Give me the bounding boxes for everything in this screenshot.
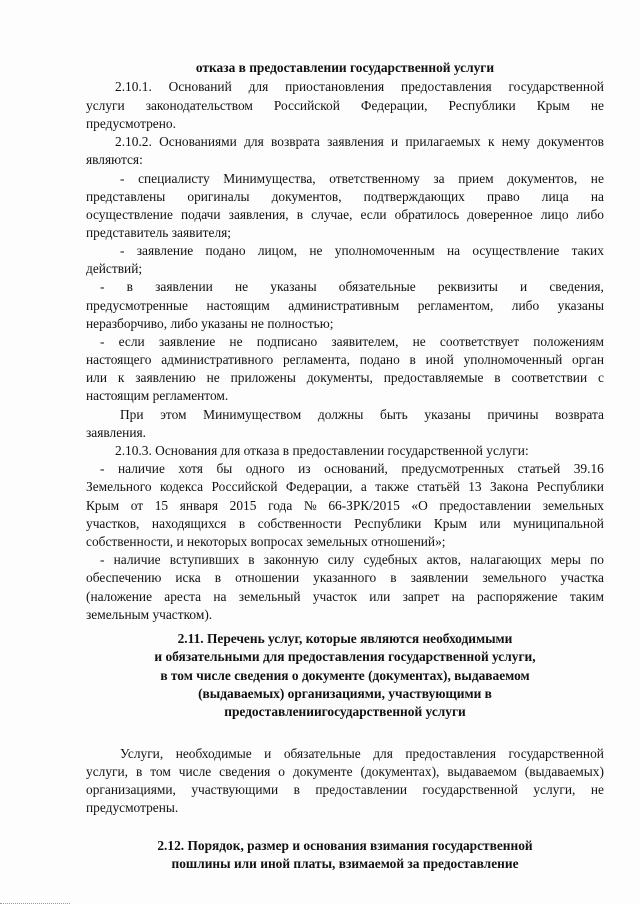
word: Услуги, [120,746,164,761]
word: в [293,782,300,797]
word: «О [411,498,428,513]
word: обязательные [283,746,361,761]
section-heading-2-12: 2.12. Порядок, размер и основания взимания государственной [157,838,533,853]
paragraph-line [86,116,604,132]
word: находящихся [151,516,227,531]
word: документы, [306,370,373,385]
word: подписано [256,334,318,349]
word: должны [317,407,364,422]
word: не [206,370,220,385]
word: отношений»; [371,534,446,549]
word: участком). [152,607,213,622]
word: предоставлении [439,498,532,513]
word: полностью; [267,316,334,331]
word: одного [245,461,285,476]
word: право [486,189,520,204]
paragraph-line [86,607,604,623]
word: обеспечению [86,570,162,585]
word: на [590,189,604,204]
paragraph-line [100,334,604,350]
word: приложены [230,370,296,385]
word: выдаваемом [447,764,517,779]
word: Минимущества, [223,171,316,186]
paragraph-line [86,189,604,205]
paragraph-line [120,243,604,259]
word: - [120,171,125,186]
word: - [100,461,105,476]
word: заявления [327,134,384,149]
paragraph-line [86,370,604,386]
word: к [487,134,495,149]
word: собственности [257,516,342,531]
word: 15 [154,498,169,513]
word: заявление [158,334,216,349]
word: или [86,370,108,385]
paragraph-line [86,152,604,168]
word: на [213,589,227,604]
word: Закона [490,479,529,494]
word: в [126,279,133,294]
paragraph-line [120,171,604,187]
word: государственной [422,782,518,797]
word: предусмотрено. [86,116,176,131]
word: по [590,552,604,567]
word: законную [263,552,319,567]
word: административным [288,298,400,313]
word: орган [572,352,604,367]
paragraph-line [115,443,604,459]
word: случае, [311,207,353,222]
word: в [390,570,397,585]
word: налагающих [470,552,542,567]
word: подтверждающих [363,189,465,204]
word: соответствии [511,370,588,385]
paragraph-line [115,79,604,95]
word: № [303,498,317,513]
word: статьей [517,461,561,476]
word: не [590,98,604,113]
word: являются: [86,152,143,167]
word: обратилось [394,207,460,222]
word: участок [312,589,358,604]
word: лицо [540,207,569,222]
word: ареста [164,589,202,604]
word: Земельного [86,479,152,494]
word: 2015 [229,498,257,513]
word: не [229,334,243,349]
word: услуги, [533,782,576,797]
word: 2.10.3. [115,443,156,458]
word: либо [511,298,540,313]
word: отношении [235,570,300,585]
paragraph-line [100,461,604,477]
word: для [373,746,393,761]
word: законодательством [145,98,253,113]
paragraph-line [86,98,604,114]
word: если [118,334,145,349]
word: - [120,243,125,258]
word: не [590,782,604,797]
word: или [369,589,391,604]
word: а [360,479,367,494]
paragraph-line [86,425,604,441]
word: кодекса [159,479,204,494]
word: от [130,498,144,513]
word: услуги: [486,443,529,458]
word: меры [550,552,581,567]
word: регламентом, [417,298,494,313]
word: таких [571,243,604,258]
word: 13 [468,479,482,494]
word: оригиналы [187,189,250,204]
word: реквизиты [437,279,498,294]
word: наличие [117,461,165,476]
word: если [360,207,387,222]
word: Федерации, [360,98,428,113]
word: актов, [426,552,461,567]
word: Федерации, [285,479,353,494]
word: положениям [533,334,604,349]
word: Крым [433,516,467,531]
word: специалисту [138,171,210,186]
word: либо [170,316,202,331]
word: запрет [402,589,440,604]
word: предусмотрены. [86,800,179,815]
word: для [248,79,269,94]
word: в [248,552,255,567]
word: неразборчиво, [86,316,171,331]
paragraph-line [115,134,604,150]
word: сведения, [549,279,604,294]
word: необходимые [175,746,252,761]
word: 39.16 [573,461,604,476]
word: земельный [238,589,301,604]
paragraph-line [100,552,604,568]
word: указаны [270,279,317,294]
word: заявления, [228,207,289,222]
word: организациями, [86,782,176,797]
word: заявлении [410,570,469,585]
word: судебных [363,552,418,567]
paragraph-line [86,516,604,532]
word: не [412,334,426,349]
word: представлены [86,189,166,204]
word: с [598,370,604,385]
paragraph-line [86,352,604,368]
word: государственной [508,79,604,94]
word: - [100,552,105,567]
word: на [447,243,461,258]
word: указанного [313,570,377,585]
word: Оснований [168,79,232,94]
word: лица [541,189,569,204]
word: настоящим [86,388,153,403]
word: возврата [555,407,604,422]
word: прилагаемых [405,134,481,149]
word: Минимуществом [203,407,302,422]
word: том [150,764,171,779]
section-title: отказа в предоставлении государственной услуги [195,60,495,75]
word: услуги, [86,764,129,779]
word: заявление [136,243,194,258]
word: Республики [448,98,516,113]
word: Республики [354,516,422,531]
word: также [375,479,409,494]
section-heading-2-11: в том числе сведения о документе (документах), выдаваемом [160,668,530,683]
word: заявления. [86,425,147,440]
word: для [220,443,244,458]
word: либо [576,207,604,222]
word: в [135,764,143,779]
word: осуществление [86,207,173,222]
word: действий; [86,261,143,276]
word: (документах), [360,764,440,779]
word: за [433,171,445,186]
word: этом [160,407,187,422]
word: (наложение [86,589,153,604]
word: наличие [113,552,161,567]
word: бы [216,461,233,476]
word: распоряжение [476,589,558,604]
word: прием [458,171,494,186]
word: регламентом. [152,388,229,403]
word: муниципальной [513,516,604,531]
word: предоставлении [315,782,408,797]
word: числе [178,764,212,779]
word: доверенное [467,207,533,222]
word: Республики [536,479,604,494]
word: предусмотренные [86,298,188,313]
word: настоящим [206,298,270,313]
word: документов, [507,171,578,186]
section-heading-2-12: пошлины или иной платы, взимаемой за предоставление [171,856,519,871]
word: вступивших [169,552,240,567]
word: на [451,589,465,604]
word: подачи [180,207,221,222]
word: Основания [155,443,221,458]
word: нему [501,134,531,149]
word: указаны [424,407,471,422]
word: административного [161,352,274,367]
word: документов [537,134,604,149]
word: земельных [542,498,604,513]
word: предоставлении [292,443,388,458]
paragraph-line [86,261,604,277]
word: для [244,134,264,149]
word: заявлении [155,279,213,294]
word: не [309,243,323,258]
word: причины [487,407,539,422]
word: сведения [219,764,271,779]
word: документе [292,764,353,779]
word: в [282,443,293,458]
word: лицом, [257,243,298,258]
word: января [179,498,219,513]
word: Крым [86,498,120,513]
word: государственной [508,746,604,761]
paragraph-line [86,570,604,586]
paragraph-line [120,407,604,423]
paragraph-line [86,388,604,404]
paragraph-line [86,298,604,314]
word: обязательные [338,279,416,294]
word: предоставляемые [383,370,484,385]
word: года [268,498,293,513]
paragraph-line [86,800,604,816]
word: не [590,171,604,186]
word: участков, [86,516,140,531]
word: регламента, [282,352,350,367]
word: - [100,279,105,294]
word: не [250,316,268,331]
word: отказа [243,443,283,458]
word: в [494,370,501,385]
word: соответствует [439,334,520,349]
word: - [100,334,105,349]
word: не [234,279,249,294]
word: оснований, [324,461,388,476]
word: государственной [387,443,487,458]
word: (выдаваемых) [524,764,604,779]
word: в [214,570,222,585]
paragraph-line [120,746,604,762]
word: иной [425,352,454,367]
word: участка [560,570,604,585]
word: приостановления [285,79,385,94]
word: в [238,516,246,531]
word: Основаниями [159,134,237,149]
word: из [298,461,311,476]
word: заявителем, [331,334,399,349]
paragraph-line [86,534,604,550]
word: участвующими [191,782,279,797]
word: подано [359,352,400,367]
word: некоторых [186,534,251,549]
word: представитель [86,225,172,240]
word: Российской [273,98,340,113]
paragraph-line [86,225,604,241]
section-heading-2-11: предоставлениигосударственной услуги [224,704,466,719]
word: силу [327,552,355,567]
word: собственности, [86,534,177,549]
paragraph-line [86,316,604,332]
paragraph-line [86,589,604,605]
word: заявлению [135,370,196,385]
word: о [278,764,285,779]
section-heading-2-11: 2.11. Перечень услуг, которые являются необходимыми [177,631,513,646]
word: и [264,746,272,761]
word: земельных [306,534,372,549]
word: в [296,207,304,222]
word: 2.10.2. [115,134,152,149]
word: 66-ЗРК/2015 [328,498,400,513]
word: осуществление [472,243,560,258]
word: и [520,279,528,294]
word: подано [205,243,246,258]
word: земельным [86,607,153,622]
word: предоставления [401,79,492,94]
word: уполномоченным [334,243,435,258]
word: вопросах [250,534,307,549]
word: Российской [211,479,278,494]
word: возврата [271,134,320,149]
word: быть [380,407,408,422]
word: к [117,370,125,385]
word: Крым [536,98,570,113]
word: и [176,534,187,549]
section-heading-2-11: (выдаваемых) организациями, участвующими в [198,686,492,701]
section-heading-2-11: и обязательными для предоставления государственной услуги, [154,649,536,664]
word: предусмотренных [401,461,505,476]
paragraph-line [86,498,604,514]
word: ответственному [329,171,420,186]
word: указаны [201,316,251,331]
paragraph-line [86,764,604,780]
paragraph-line [86,207,604,223]
word: При [120,407,144,422]
word: предоставления [405,746,497,761]
word: 2.10.1. [115,79,152,94]
paragraph-line [100,279,604,295]
page-edge-mark [0,897,70,904]
word: документов, [271,189,342,204]
word: земельного [482,570,547,585]
word: хотя [178,461,203,476]
word: иска [175,570,201,585]
word: в [409,352,416,367]
word: таким [569,589,604,604]
word: или [479,516,501,531]
paragraph-line [86,479,604,495]
word: указаны [557,298,604,313]
word: заявителя; [171,225,232,240]
paragraph-line [86,782,604,798]
word: услуги [86,98,125,113]
word: настоящего [86,352,152,367]
word: статьёй [417,479,460,494]
word: и [391,134,399,149]
word: уполномоченный [463,352,563,367]
